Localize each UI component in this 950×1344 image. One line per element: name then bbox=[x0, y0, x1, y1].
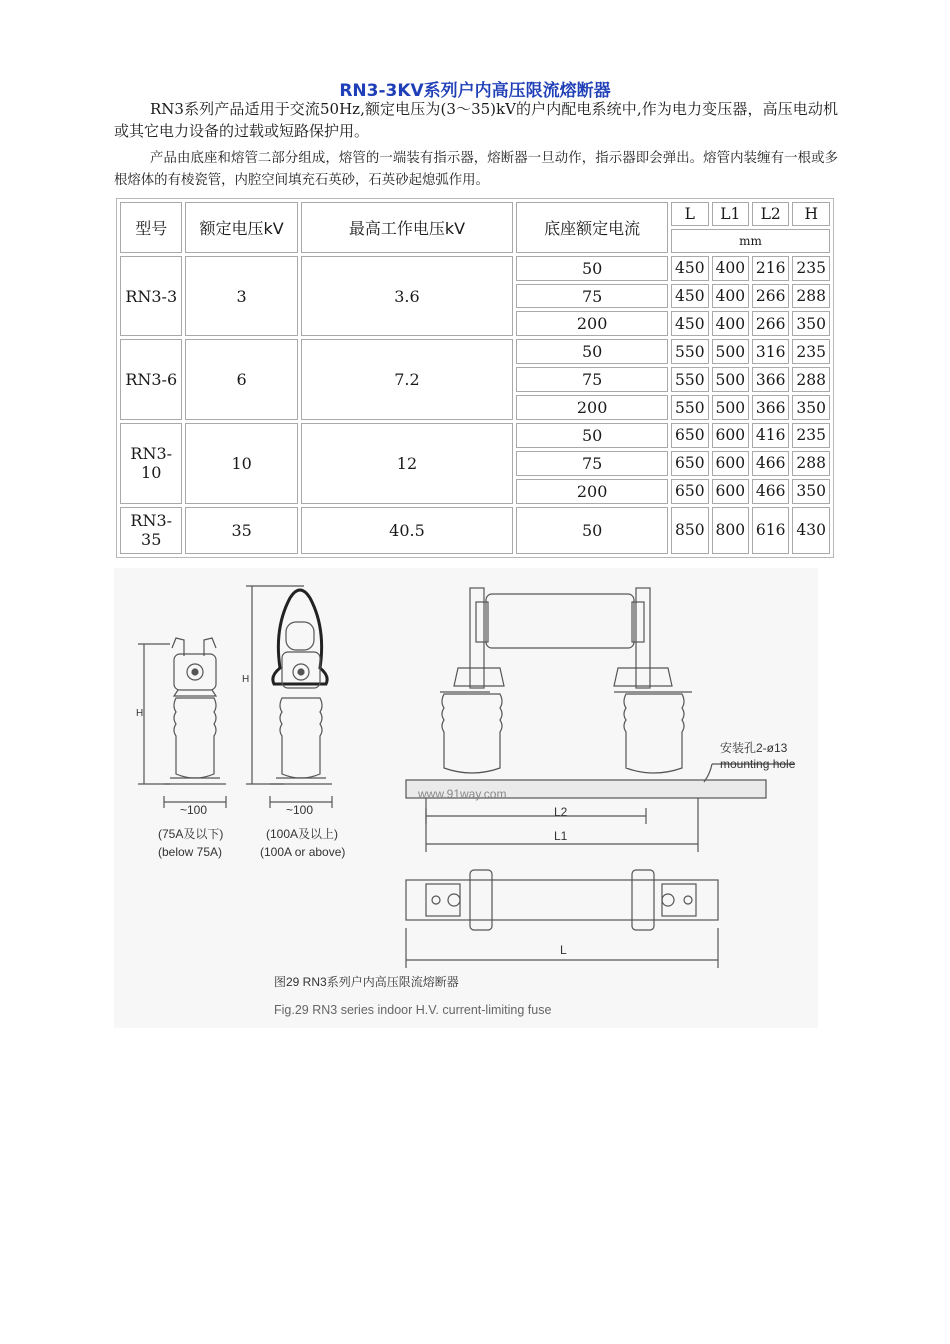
cell-H: 350 bbox=[792, 395, 830, 420]
dim-label-L2: L2 bbox=[554, 805, 568, 819]
cell-rated-voltage: 6 bbox=[185, 339, 297, 420]
dim-label-100-mid: ~100 bbox=[286, 803, 314, 817]
cell-current: 50 bbox=[516, 507, 668, 554]
cell-L2: 466 bbox=[752, 479, 789, 504]
cell-L1: 800 bbox=[712, 507, 749, 554]
table-row bbox=[120, 339, 830, 364]
cell-L2: 266 bbox=[752, 311, 789, 336]
note-75a-en: (below 75A) bbox=[158, 845, 223, 859]
table-row bbox=[120, 256, 830, 281]
front-view bbox=[406, 588, 794, 852]
cell-L: 650 bbox=[671, 451, 708, 476]
cell-H: 235 bbox=[792, 339, 830, 364]
cell-current: 200 bbox=[516, 311, 668, 336]
cell-L2: 316 bbox=[752, 339, 789, 364]
cell-L2: 416 bbox=[752, 423, 789, 448]
cell-H: 288 bbox=[792, 451, 830, 476]
cell-H: 430 bbox=[792, 507, 830, 554]
cell-L: 650 bbox=[671, 479, 708, 504]
cell-L1: 600 bbox=[712, 423, 749, 448]
cell-current: 50 bbox=[516, 423, 668, 448]
cell-L1: 600 bbox=[712, 451, 749, 476]
cell-rated-voltage: 3 bbox=[185, 256, 297, 337]
header-L2: L2 bbox=[752, 202, 789, 226]
watermark: www.91way.com bbox=[418, 787, 507, 801]
mounting-hole-cn: 安装孔2-ø13 bbox=[720, 741, 788, 755]
cell-max-voltage: 7.2 bbox=[301, 339, 513, 420]
cell-L2: 266 bbox=[752, 284, 789, 309]
header-unit: mm bbox=[671, 229, 830, 253]
cell-L: 550 bbox=[671, 367, 708, 392]
cell-L1: 500 bbox=[712, 367, 749, 392]
cell-L: 450 bbox=[671, 311, 708, 336]
cell-L: 450 bbox=[671, 284, 708, 309]
cell-H: 350 bbox=[792, 311, 830, 336]
cell-H: 235 bbox=[792, 423, 830, 448]
cell-rated-voltage: 35 bbox=[185, 507, 297, 554]
header-model: 型号 bbox=[120, 202, 182, 253]
note-100a-cn: (100A及以上) bbox=[266, 827, 339, 841]
header-L: L bbox=[671, 202, 708, 226]
figure-caption-cn: 图29 RN3系列户内高压限流熔断器 bbox=[274, 975, 459, 989]
mounting-hole-en: mounting hole bbox=[720, 757, 796, 771]
cell-L1: 500 bbox=[712, 395, 749, 420]
table-row bbox=[120, 423, 830, 448]
cell-current: 200 bbox=[516, 479, 668, 504]
cell-model: RN3-6 bbox=[120, 339, 182, 420]
cell-L: 850 bbox=[671, 507, 708, 554]
cell-L: 550 bbox=[671, 395, 708, 420]
dim-label-100-left: ~100 bbox=[180, 803, 208, 817]
note-75a-cn: (75A及以下) bbox=[158, 827, 224, 841]
cell-current: 75 bbox=[516, 284, 668, 309]
cell-L: 450 bbox=[671, 256, 708, 281]
cell-H: 235 bbox=[792, 256, 830, 281]
page-title: RN3-3KV系列户内高压限流熔断器 bbox=[339, 81, 611, 101]
cell-L1: 600 bbox=[712, 479, 749, 504]
header-base-current: 底座额定电流 bbox=[516, 202, 668, 253]
cell-model: RN3-3 bbox=[120, 256, 182, 337]
cell-max-voltage: 40.5 bbox=[301, 507, 513, 554]
cell-current: 75 bbox=[516, 451, 668, 476]
cell-L: 550 bbox=[671, 339, 708, 364]
cell-current: 50 bbox=[516, 256, 668, 281]
cell-H: 350 bbox=[792, 479, 830, 504]
dim-label-L1: L1 bbox=[554, 829, 568, 843]
cell-H: 288 bbox=[792, 284, 830, 309]
header-L1: L1 bbox=[712, 202, 749, 226]
spec-table bbox=[116, 198, 834, 558]
cell-rated-voltage: 10 bbox=[185, 423, 297, 504]
cell-L2: 366 bbox=[752, 395, 789, 420]
cell-L2: 616 bbox=[752, 507, 789, 554]
cell-L2: 466 bbox=[752, 451, 789, 476]
cell-L1: 500 bbox=[712, 339, 749, 364]
table-header-row bbox=[120, 202, 830, 226]
header-max-voltage: 最高工作电压kV bbox=[301, 202, 513, 253]
cell-max-voltage: 3.6 bbox=[301, 256, 513, 337]
cell-H: 288 bbox=[792, 367, 830, 392]
fuse-drawing bbox=[114, 568, 818, 1028]
table-row bbox=[120, 507, 830, 554]
side-view-100a bbox=[246, 586, 332, 808]
intro-paragraph-1: RN3系列产品适用于交流50Hz,额定电压为(3～35)kV的户内配电系统中,作为电力变压器，高压电动机或其它电力设备的过载或短路保护用。 bbox=[114, 100, 838, 140]
cell-current: 200 bbox=[516, 395, 668, 420]
header-rated-voltage: 额定电压kV bbox=[185, 202, 297, 253]
figure-caption-en: Fig.29 RN3 series indoor H.V. current-limiting fuse bbox=[274, 1003, 552, 1017]
note-100a-en: (100A or above) bbox=[260, 845, 346, 859]
cell-model: RN3-10 bbox=[120, 423, 182, 504]
cell-L1: 400 bbox=[712, 256, 749, 281]
cell-current: 75 bbox=[516, 367, 668, 392]
intro-paragraph-2: 产品由底座和熔管二部分组成，熔管的一端装有指示器，熔断器一旦动作，指示器即会弹出。熔管内装缠有一根或多根熔体的有棱瓷管，内腔空间填充石英砂，石英砂起熄弧作用。 bbox=[114, 151, 838, 188]
cell-L: 650 bbox=[671, 423, 708, 448]
cell-L2: 366 bbox=[752, 367, 789, 392]
cell-L1: 400 bbox=[712, 311, 749, 336]
cell-max-voltage: 12 bbox=[301, 423, 513, 504]
side-view-75a bbox=[138, 638, 226, 808]
cell-model: RN3-35 bbox=[120, 507, 182, 554]
cell-current: 50 bbox=[516, 339, 668, 364]
dim-label-H-left: H bbox=[136, 708, 144, 719]
dim-label-L: L bbox=[560, 943, 567, 957]
dim-label-H-mid: H bbox=[242, 674, 250, 685]
header-H: H bbox=[792, 202, 830, 226]
cell-L1: 400 bbox=[712, 284, 749, 309]
cell-L2: 216 bbox=[752, 256, 789, 281]
